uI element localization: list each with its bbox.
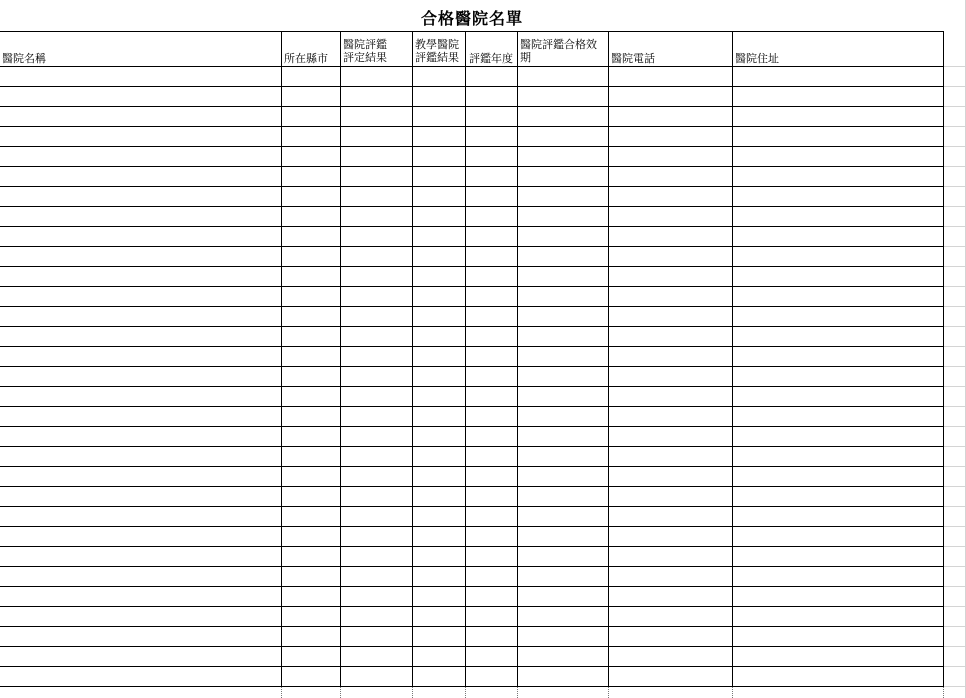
row-line <box>0 66 944 67</box>
row-line <box>0 486 944 487</box>
gridline <box>944 186 966 187</box>
gridline <box>944 486 966 487</box>
row-line <box>0 526 944 527</box>
row-line <box>0 266 944 267</box>
row-line <box>0 446 944 447</box>
gridline <box>944 106 966 107</box>
row-line <box>0 646 944 647</box>
header-teaching-result[interactable]: 教學醫院評鑑結果 <box>415 38 459 64</box>
row-line <box>0 206 944 207</box>
row-line <box>0 506 944 507</box>
gridline <box>944 526 966 527</box>
gridline <box>944 86 966 87</box>
gridline <box>944 626 966 627</box>
gridline <box>944 226 966 227</box>
header-address[interactable]: 醫院住址 <box>735 52 779 65</box>
row-line <box>0 386 944 387</box>
gridline <box>944 426 966 427</box>
gridline <box>944 366 966 367</box>
gridline <box>944 466 966 467</box>
header-hospital-name[interactable]: 醫院名稱 <box>2 52 46 65</box>
gridline <box>944 666 966 667</box>
column-line-dotted <box>281 687 282 698</box>
gridline <box>944 146 966 147</box>
gridline <box>944 166 966 167</box>
row-line <box>0 586 944 587</box>
column-line-dotted <box>412 687 413 698</box>
table-border <box>0 31 944 32</box>
row-line <box>0 686 944 687</box>
row-line <box>0 146 944 147</box>
header-county[interactable]: 所在縣市 <box>284 52 328 65</box>
gridline <box>944 206 966 207</box>
row-line <box>0 566 944 567</box>
gridline <box>944 446 966 447</box>
row-line <box>0 326 944 327</box>
column-line-dotted <box>340 687 341 698</box>
column-line <box>340 31 341 686</box>
gridline <box>944 506 966 507</box>
gridline <box>944 566 966 567</box>
row-line <box>0 666 944 667</box>
column-line-dotted <box>465 687 466 698</box>
row-line <box>0 366 944 367</box>
row-line <box>0 286 944 287</box>
column-line-dotted <box>517 687 518 698</box>
gridline <box>944 386 966 387</box>
column-line-dotted <box>732 687 733 698</box>
gridline <box>944 606 966 607</box>
dashed-marker <box>492 322 502 324</box>
column-line-dotted <box>943 687 944 698</box>
header-phone[interactable]: 醫院電話 <box>611 52 655 65</box>
gridline <box>944 266 966 267</box>
row-line <box>0 106 944 107</box>
row-line <box>0 626 944 627</box>
header-eval-result[interactable]: 醫院評鑑評定結果 <box>343 38 387 64</box>
gridline <box>944 406 966 407</box>
row-line <box>0 246 944 247</box>
header-valid-period[interactable]: 醫院評鑑合格效期 <box>520 38 597 64</box>
dashed-marker <box>521 322 549 324</box>
column-line <box>943 31 944 686</box>
column-line <box>465 31 466 686</box>
row-line <box>0 546 944 547</box>
column-line <box>732 31 733 686</box>
gridline <box>944 286 966 287</box>
row-line <box>0 226 944 227</box>
row-line <box>0 86 944 87</box>
column-line <box>517 31 518 686</box>
row-line <box>0 186 944 187</box>
gridline <box>944 346 966 347</box>
gridline <box>944 646 966 647</box>
row-line <box>0 606 944 607</box>
row-line <box>0 346 944 347</box>
row-line <box>0 126 944 127</box>
row-line <box>0 426 944 427</box>
dashed-marker <box>418 322 466 324</box>
row-line <box>0 306 944 307</box>
column-line <box>281 31 282 686</box>
gridline <box>944 246 966 247</box>
gridline <box>944 306 966 307</box>
column-line-dotted <box>608 687 609 698</box>
gridline <box>944 326 966 327</box>
column-line <box>608 31 609 686</box>
row-line <box>0 466 944 467</box>
header-eval-year[interactable]: 評鑑年度 <box>469 52 513 65</box>
gridline <box>944 546 966 547</box>
gridline <box>944 66 966 67</box>
row-line <box>0 166 944 167</box>
gridline <box>944 586 966 587</box>
gridline <box>944 686 966 687</box>
column-line <box>412 31 413 686</box>
gridline <box>944 126 966 127</box>
sheet-title: 合格醫院名單 <box>420 9 523 28</box>
row-line <box>0 406 944 407</box>
